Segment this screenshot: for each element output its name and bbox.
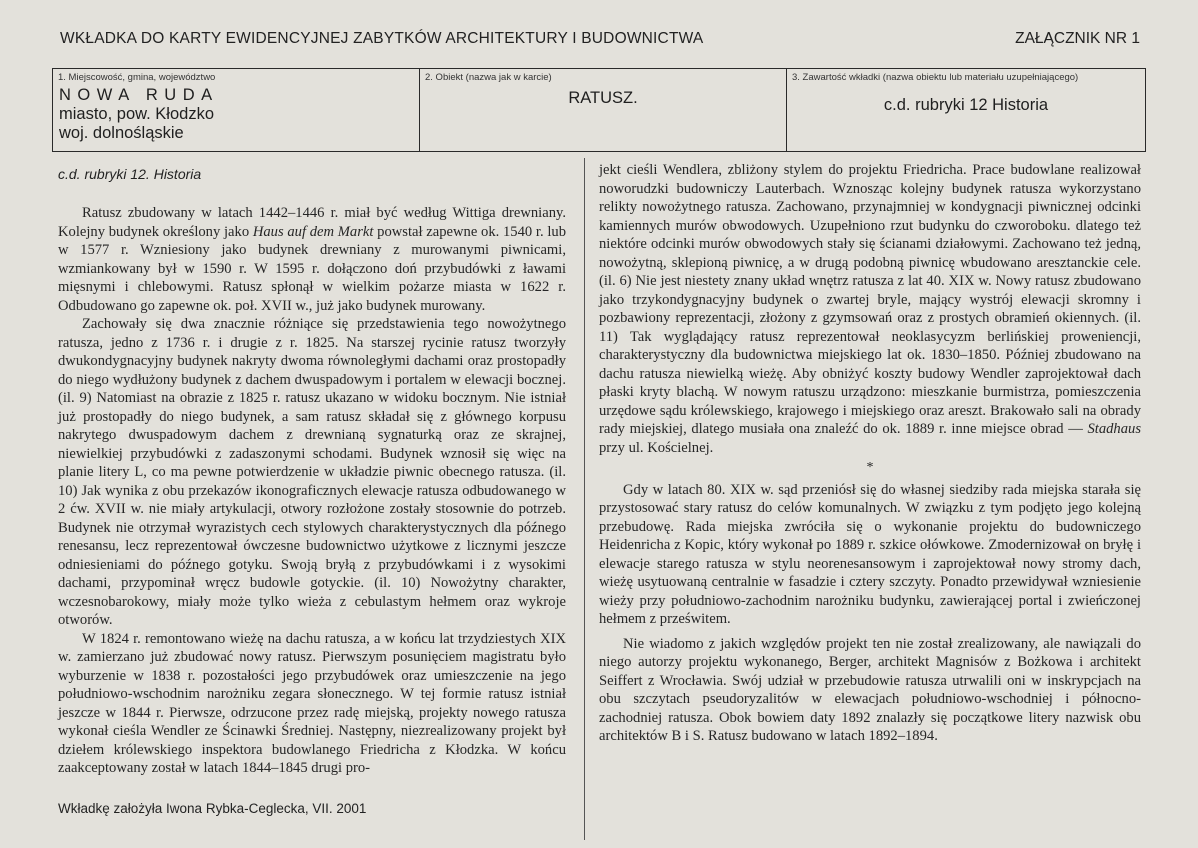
paragraph: Nie wiadomo z jakich względów projekt ten nie został zrealizowany, ale nawiązali do niego autorzy projektu wykonanego, Berger, architekt Magnisów z Bożkowa i architekt Seiffert z Wrocławia. Swój udział w przebudowie ratusza utrwalili oni w inskrypcjach na obu szczytach pseudoryzalitów w elewacjach południowo-wschodniej i północno-zachodniej ratusza. Obok bowiem daty 1892 znalazły się początkowe litery nazwisk obu architektów B i S. Ratusz budowano w latach 1892–1894. (599, 635, 1141, 744)
annex-label: ZAŁĄCZNIK NR 1 (1015, 30, 1140, 47)
italic-term: Stadhaus (1087, 421, 1141, 437)
paragraph: jekt cieśli Wendlera, zbliżony stylem do projektu Friedricha. Prace budowlane realizował noworudzki budowniczy Lauterbach. Wznosząc kolejny budynek ratusza wykorzystano relikty nowożytnego ratusza. Zachowano, przynajmniej w kondygnacji piwnicznej odcinki kamiennych murów obwodowych. Uzupełniono rzut budynku do czworoboku. dlatego też niektóre odcinki murów obwodowych stały się ścianami działowymi. Zachowano też jedną, nowożytną, sklepioną piwnicę, a w drugą podobną piwnicę wbudowano aresztanckie cele. (il. 6) Nie jest niestety znany układ wnętrz ratusza z lat 40. XIX w. Nowy ratusz zbudowano jako trzykondygnacyjny budynek o zwartej bryle, mający wystrój elewacji skromny i pozbawiony reprezentacji, złożony z gzymsowań oraz z prostych obramień okiennych. (il. 11) Tak wyglądający ratusz reprezentował neoklasycyzm berlińskiej proweniencji, charakterystyczny dla budownictwa miejskiego lat ok. 1830–1850. Później zbudowano na dachu ratusza niewielką wieżę. Aby obniżyć koszty budowy Wendler zaprojektował dach płaski kryty blachą. W nowym ratuszu urządzono: mieszkanie burmistrza, pomieszczenia urzędowe sądu królewskiego, krajowego i miejskiego oraz areszt. Brakowało sali na obrady rady miejskiej, dlatego musiała ona znaleźć do ok. 1889 r. inne miejsce obrad — Stadhaus przy ul. Kościelnej. (599, 162, 1141, 456)
paragraph: Ratusz zbudowany w latach 1442–1446 r. miał być według Wittiga drewniany. Kolejny budynek określony jako Haus auf dem Markt powstał zapewne ok. 1540 r. lub w 1577 r. Wzniesiony jako budynek drewniany z murowanymi piwnicami, wzmiankowany był w 1590 r. W 1595 r. dołączono doń przybudówki z ławami mięsnymi i chlebowymi. Ratusz spłonął w wielkim pożarze miasta w 1622 r. Odbudowano go zapewne ok. poł. XVII w., już jako budynek murowany. (58, 205, 566, 314)
field-object (419, 69, 786, 151)
author-footer: Wkładkę założyła Iwona Rybka-Ceglecka, VII. 2001 (58, 801, 367, 816)
right-column (599, 161, 1141, 746)
italic-term: Haus auf dem Markt (252, 223, 374, 240)
section-heading: c.d. rubryki 12. Historia (58, 166, 202, 182)
field-location (53, 69, 419, 151)
town-name: NOWA RUDA (59, 86, 219, 104)
field-content-label: 3. Zawartość wkładki (nazwa obiektu lub materiału uzupełniającego) (792, 72, 1079, 83)
voivodeship-line: woj. dolnośląskie (59, 124, 184, 142)
paragraph: W 1824 r. remontowano wieżę na dachu ratusza, a w końcu lat trzydziestych XIX w. zamierzano już zbudować nowy ratusz. Pierwszym posunięciem magistratu było wyburzenie w 1838 r. pozostałości jego przybudówek oraz umieszczenie na jego południowo-wschodnim narożniku zegara słonecznego. W tej formie ratusz istniał jeszcze w 1844 r. Pierwsze, odrzucone przez radę miejską, projekty nowego ratusza wykonał cieśla Wendler ze Ścinawki Średniej. Następny, niezrealizowany projekt był dziełem królewskiego inspektora budowlanego Friedricha z Kłodzka. W końcu zaakceptowany został w latach 1844–1845 drugi pro- (58, 630, 566, 776)
document-title: WKŁADKA DO KARTY EWIDENCYJNEJ ZABYTKÓW ARCHITEKTURY I BUDOWNICTWA (60, 30, 704, 47)
field-object-label: 2. Obiekt (nazwa jak w karcie) (425, 72, 552, 83)
district-line: miasto, pow. Kłodzko (59, 105, 214, 123)
paragraph: Zachowały się dwa znacznie różniące się przedstawienia tego nowożytnego ratusza, jedno z 1736 r. i drugie z r. 1825. Na starszej rycinie ratusz tworzyły dwukondygnacyjny budynek nakryty dwoma równoległymi dachami oraz prostopadły do niego wydłużony budynek z dachem dwuspadowym i portalem w elewacji bocznej. (il. 9) Natomiast na obrazie z 1825 r. ratusz ukazano w widoku bocznym. Nie istniał już prostopadły do niego budynek, a sam ratusz składał się z głównego korpusu nakrytego dwuspadowym dachem z drewnianą sygnaturką oraz ze skrajnej, niewielkiej przybudówki z zadaszonymi schodami. Budynek wznosił się więc na planie litery L, co ma pewne potwierdzenie w układzie piwnic obecnego ratusza. (il. 10) Jak wynika z obu przekazów ikonograficznych elewacje ratusza odbudowanego w 2 ćw. XVII w. nie miały artykulacji, otwory rozłożone zostały stosownie do potrzeb. Budynek nie otrzymał wyrazistych cech stylowych charakterystycznych dla późnego renesansu, lecz reprezentował ówczesne budownictwo użytkowe z licznymi jeszcze odniesieniami do późnego gotyku. Swoją bryłą z przybudówkami i z wysokimi dachami, przypominał wręcz budowle gotyckie. (il. 10) Nowożytny charakter, wczesnobarokowy, miały może tylko wieża z cebulastym hełmem oraz wykroje otworów. (58, 316, 566, 628)
object-name: RATUSZ. (568, 89, 638, 107)
field-content (786, 69, 1145, 151)
content-value: c.d. rubryki 12 Historia (883, 96, 1049, 114)
left-column (58, 204, 566, 778)
field-location-values (59, 86, 219, 143)
section-separator: * (866, 460, 874, 475)
column-divider (584, 158, 585, 840)
field-location-label: 1. Miejscowość, gmina, województwo (58, 72, 216, 83)
header-fields (52, 68, 1146, 152)
paragraph: Gdy w latach 80. XIX w. sąd przeniósł się do własnej siedziby rada miejska starała się przystosować stary ratusz do celów komunalnych. W związku z tym podjęto jego kolejną przebudowę. Rada miejska zwróciła się o wykonanie projektu do budowniczego Heidenricha z Kopic, który wykonał po 1889 r. szkice ołówkowe. Zmodernizował on bryłę i elewacje starego ratusza w stylu neorenesansowym i zaprojektował nowy stromy dach, wieżę usytuowaną centralnie w fasadzie i cztery szczyty. Ponadto przewidywał wzniesienie wieży przy południowo-zachodnim narożniku budynku, zawierającej portal i zwieńczonej hełmem z prześwitem. (599, 481, 1141, 627)
